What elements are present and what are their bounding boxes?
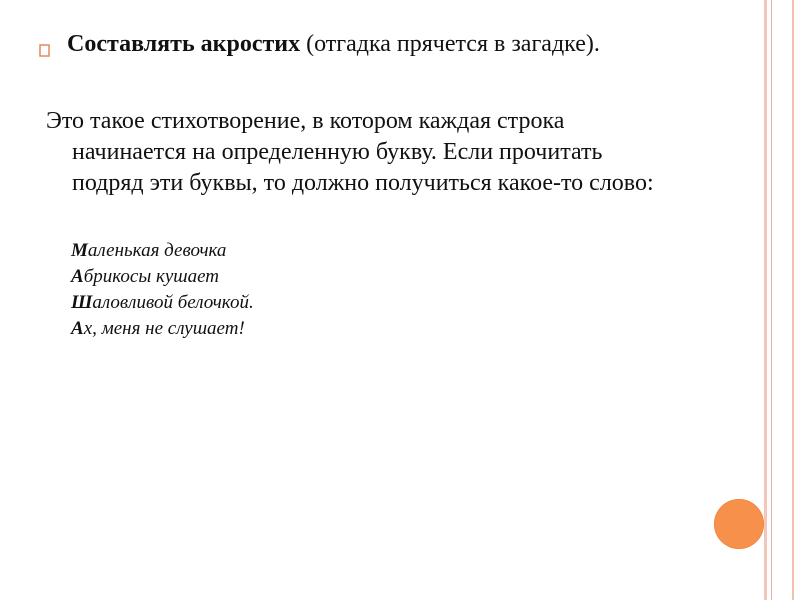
paragraph-line: начинается на определенную букву. Если прочитать <box>72 139 603 165</box>
bullet-text <box>67 28 600 60</box>
poem-line <box>71 316 254 342</box>
poem-line <box>71 238 254 264</box>
poem-initial: Ш <box>71 292 93 313</box>
bullet-rest-text: (отгадка прячется в загадке). <box>300 31 600 57</box>
poem-line <box>71 290 254 316</box>
poem-rest: х, меня не слушает! <box>83 318 245 339</box>
definition-paragraph <box>46 106 736 199</box>
paragraph-line: Это такое стихотворение, в котором каждая строка <box>46 108 565 134</box>
orange-circle-decoration <box>714 499 764 549</box>
poem-initial: А <box>71 266 84 287</box>
bullet-bold-text: Составлять акростих <box>67 31 301 57</box>
frame-line <box>764 0 767 600</box>
frame-line <box>771 0 772 600</box>
poem-rest: брикосы кушает <box>83 266 220 287</box>
acrostic-poem <box>71 238 254 342</box>
paragraph-line: подряд эти буквы, то должно получиться какое-то слово: <box>72 170 654 196</box>
poem-line <box>71 264 254 290</box>
poem-rest: аленькая девочка <box>87 240 227 261</box>
square-bullet-icon <box>38 36 52 52</box>
poem-rest: аловливой белочкой. <box>92 292 254 313</box>
poem-initial: М <box>71 240 88 261</box>
poem-initial: А <box>71 318 84 339</box>
frame-line <box>792 0 794 600</box>
